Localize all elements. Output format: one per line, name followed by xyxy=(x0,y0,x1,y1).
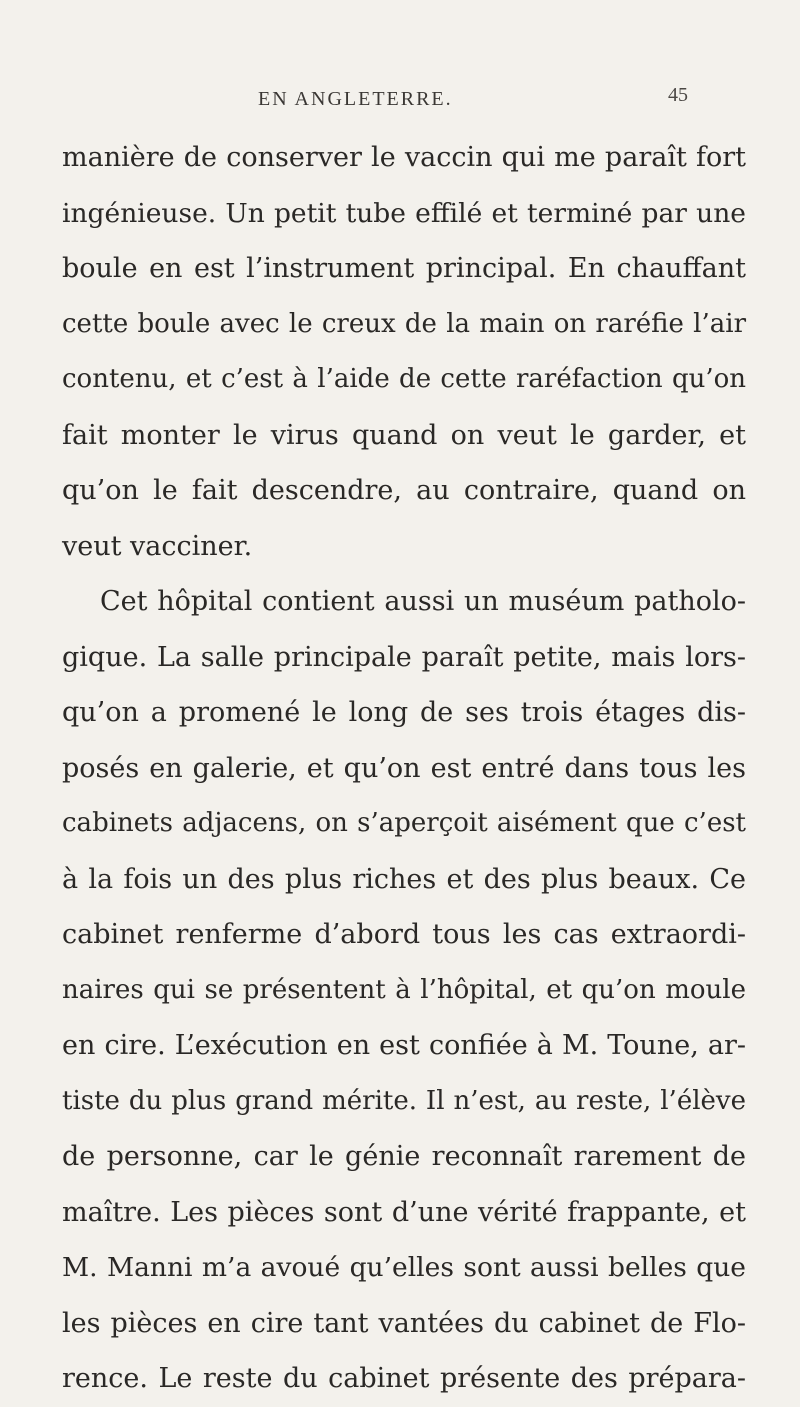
text-line: les pièces en cire tant vantées du cabinet de Flo- xyxy=(62,1307,746,1339)
text-line: M. Manni m’a avoué qu’elles sont aussi belles que xyxy=(62,1252,746,1283)
text-line: manière de conserver le vaccin qui me paraît fort xyxy=(62,142,746,173)
text-line: qu’on le fait descendre, au contraire, quand on xyxy=(62,475,746,506)
text-line: cette boule avec le creux de la main on raréfie l’air xyxy=(62,308,746,339)
text-line: qu’on a promené le long de ses trois étages dis- xyxy=(62,697,746,728)
text-line: cabinet renferme d’abord tous les cas extraordi- xyxy=(62,919,746,950)
text-line: maître. Les pièces sont d’une vérité frappante, et xyxy=(62,1196,746,1228)
paragraph-end-line: veut vacciner. xyxy=(62,530,253,562)
text-line: gique. La salle principale paraît petite, mais lors- xyxy=(62,641,746,673)
text-line: tiste du plus grand mérite. Il n’est, au reste, l’élève xyxy=(62,1085,746,1116)
text-line: posés en galerie, et qu’on est entré dans tous les xyxy=(62,752,746,784)
text-line: contenu, et c’est à l’aide de cette raréfaction qu’on xyxy=(62,364,746,394)
text-line: cabinets adjacens, on s’aperçoit aisément que c’est xyxy=(62,808,746,838)
text-line: à la fois un des plus riches et des plus beaux. Ce xyxy=(62,863,746,895)
text-line: ingénieuse. Un petit tube effilé et terminé par une xyxy=(62,197,746,229)
paragraph-start-line: Cet hôpital contient aussi un muséum patholo- xyxy=(100,586,746,617)
text-line: boule en est l’instrument principal. En chauffant xyxy=(62,253,746,284)
text-line: fait monter le virus quand on veut le garder, et xyxy=(62,419,746,451)
text-line: en cire. L’exécution en est confiée à M. Toune, ar- xyxy=(62,1030,746,1061)
text-line: rence. Le reste du cabinet présente des prépara- xyxy=(62,1363,746,1394)
running-head: EN ANGLETERRE. xyxy=(258,88,453,110)
text-line: naires qui se présentent à l’hôpital, et qu’on moule xyxy=(62,974,746,1005)
text-line: de personne, car le génie reconnaît rarement de xyxy=(62,1141,746,1172)
page-number: 45 xyxy=(668,84,688,106)
body-text xyxy=(62,130,746,1407)
